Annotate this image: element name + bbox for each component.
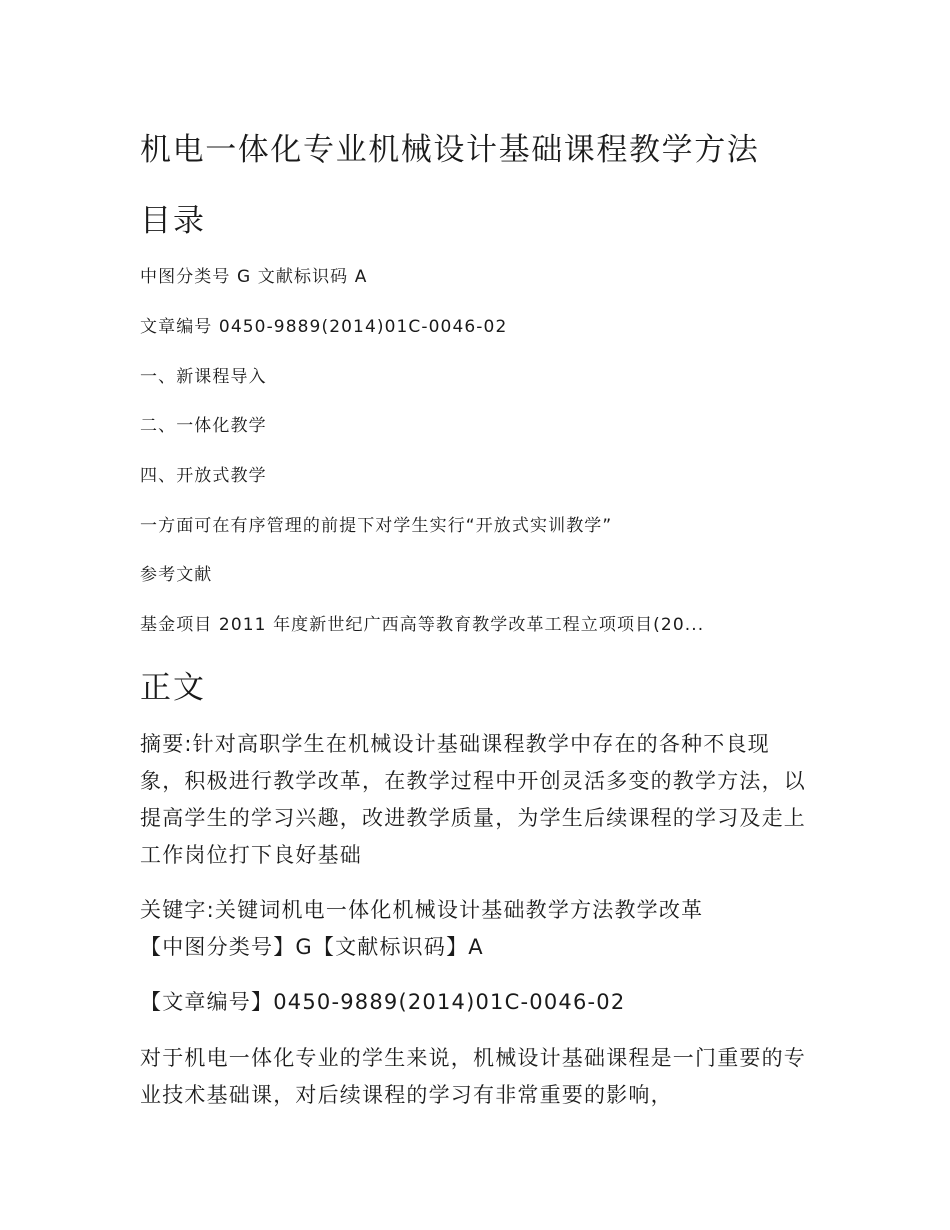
toc-heading: 目录 (140, 203, 206, 239)
toc-item-open-training[interactable]: 一方面可在有序管理的前提下对学生实行“开放式实训教学” (140, 516, 613, 536)
toc-item-integrated-teaching[interactable]: 二、一体化教学 (140, 416, 267, 436)
toc-item-open-teaching[interactable]: 四、开放式教学 (140, 466, 267, 486)
toc-item-classification[interactable]: 中图分类号 G 文献标识码 A (140, 267, 368, 287)
abstract-paragraph: 摘要:针对高职学生在机械设计基础课程教学中存在的各种不良现象，积极进行教学改革，在教学过程中开创灵活多变的教学方法，以提高学生的学习兴趣，改进教学质量，为学生后续课程的学习及走上工作岗位打下良好基础 (140, 732, 806, 867)
keywords-line: 关键字:关键词机电一体化机械设计基础教学方法教学改革 (140, 898, 704, 922)
toc-item-funding[interactable]: 基金项目 2011 年度新世纪广西高等教育教学改革工程立项项目(20... (140, 615, 705, 635)
body-heading: 正文 (140, 670, 206, 706)
toc-item-new-course-intro[interactable]: 一、新课程导入 (140, 367, 267, 387)
intro-paragraph: 对于机电一体化专业的学生来说，机械设计基础课程是一门重要的专业技术基础课，对后续课程的学习有非常重要的影响， (140, 1046, 806, 1107)
article-number-line: 【文章编号】0450-9889(2014)01C-0046-02 (140, 990, 626, 1014)
document-title: 机电一体化专业机械设计基础课程教学方法 (140, 132, 760, 168)
toc-item-article-number[interactable]: 文章编号 0450-9889(2014)01C-0046-02 (140, 317, 508, 337)
toc-item-references[interactable]: 参考文献 (140, 565, 213, 585)
classification-line: 【中图分类号】G【文献标识码】A (140, 935, 484, 959)
